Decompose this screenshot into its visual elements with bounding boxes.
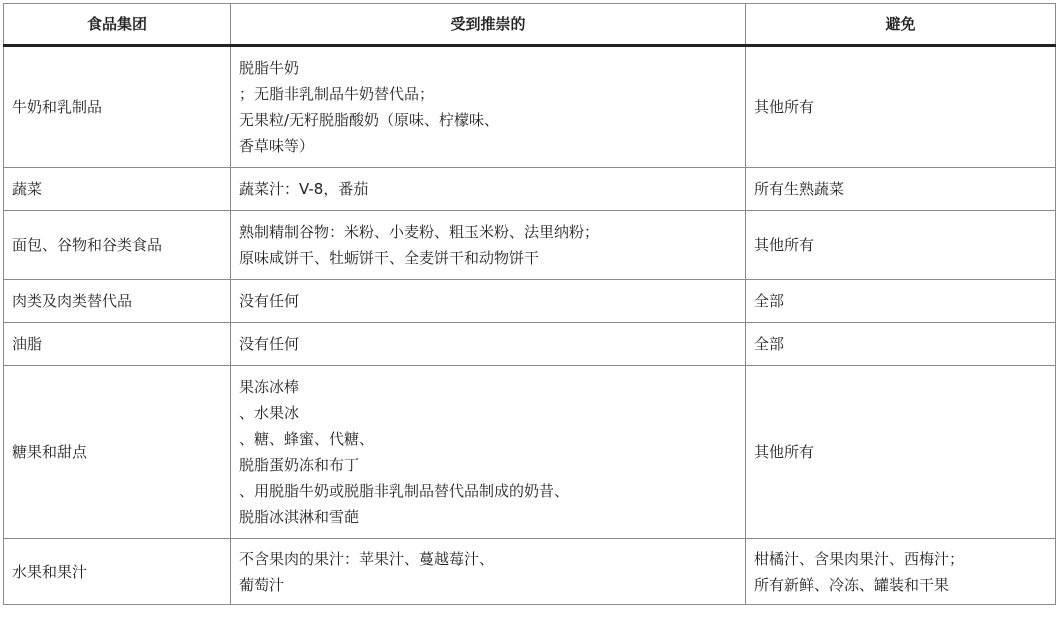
recommended-line: 没有任何 (239, 335, 300, 353)
table-row (4, 366, 1056, 539)
recommended-cell (231, 539, 746, 605)
header-food-group: 食品集团 (4, 4, 231, 46)
recommended-line: 蔬菜汁：V-8，番茄 (239, 180, 369, 198)
recommended-cell (231, 211, 746, 280)
avoid-cell (746, 211, 1056, 280)
avoid-line: 其他所有 (754, 443, 815, 461)
avoid-line: 其他所有 (754, 98, 815, 116)
recommended-line: 脱脂冰淇淋和雪葩 (239, 508, 360, 526)
table-row (4, 280, 1056, 323)
avoid-line: 全部 (754, 292, 785, 310)
avoid-cell (746, 366, 1056, 539)
recommended-line: 熟制精制谷物：米粉、小麦粉、粗玉米粉、法里纳粉； (239, 223, 600, 241)
recommended-line: 、用脱脂牛奶或脱脂非乳制品替代品制成的奶昔、 (239, 482, 570, 500)
food-group-cell: 水果和果汁 (4, 539, 231, 605)
recommended-cell (231, 46, 746, 168)
recommended-line: 果冻冰棒 (239, 378, 300, 396)
food-group-cell: 糖果和甜点 (4, 366, 231, 539)
recommended-cell (231, 366, 746, 539)
recommended-line: 香草味等） (239, 137, 315, 155)
avoid-line: 柑橘汁、含果肉果汁、西梅汁； (754, 549, 965, 568)
recommended-line: 葡萄汁 (239, 575, 285, 594)
food-group-cell: 面包、谷物和谷类食品 (4, 211, 231, 280)
recommended-line: 脱脂牛奶 (239, 59, 300, 77)
recommended-cell (231, 323, 746, 366)
avoid-line: 其他所有 (754, 236, 815, 254)
avoid-cell (746, 168, 1056, 211)
recommended-line: 没有任何 (239, 292, 300, 310)
avoid-line: 所有生熟蔬菜 (754, 180, 845, 198)
food-group-cell: 牛奶和乳制品 (4, 46, 231, 168)
header-recommended: 受到推崇的 (231, 4, 746, 46)
recommended-cell (231, 168, 746, 211)
recommended-line: 、糖、蜂蜜、代糖、 (239, 430, 375, 448)
avoid-cell (746, 280, 1056, 323)
recommended-line: ；无脂非乳制品牛奶替代品； (239, 85, 435, 103)
table-row (4, 539, 1056, 605)
avoid-cell (746, 323, 1056, 366)
food-group-cell: 蔬菜 (4, 168, 231, 211)
avoid-cell (746, 539, 1056, 605)
diet-table (3, 3, 1056, 605)
avoid-cell (746, 46, 1056, 168)
food-group-cell: 油脂 (4, 323, 231, 366)
recommended-line: 原味咸饼干、牡蛎饼干、全麦饼干和动物饼干 (239, 249, 540, 267)
table-row (4, 211, 1056, 280)
recommended-line: 无果粒/无籽脱脂酸奶（原味、柠檬味、 (239, 111, 500, 129)
avoid-line: 所有新鲜、冷冻、罐装和干果 (754, 575, 950, 594)
recommended-cell (231, 280, 746, 323)
recommended-line: 不含果肉的果汁：苹果汁、蔓越莓汁、 (239, 549, 495, 568)
header-row (4, 4, 1056, 46)
food-group-cell: 肉类及肉类替代品 (4, 280, 231, 323)
table-row (4, 323, 1056, 366)
recommended-line: 脱脂蛋奶冻和布丁 (239, 456, 360, 474)
recommended-line: 、水果冰 (239, 404, 300, 422)
table-row (4, 168, 1056, 211)
avoid-line: 全部 (754, 335, 785, 353)
table-row (4, 46, 1056, 168)
header-avoid: 避免 (746, 4, 1056, 46)
